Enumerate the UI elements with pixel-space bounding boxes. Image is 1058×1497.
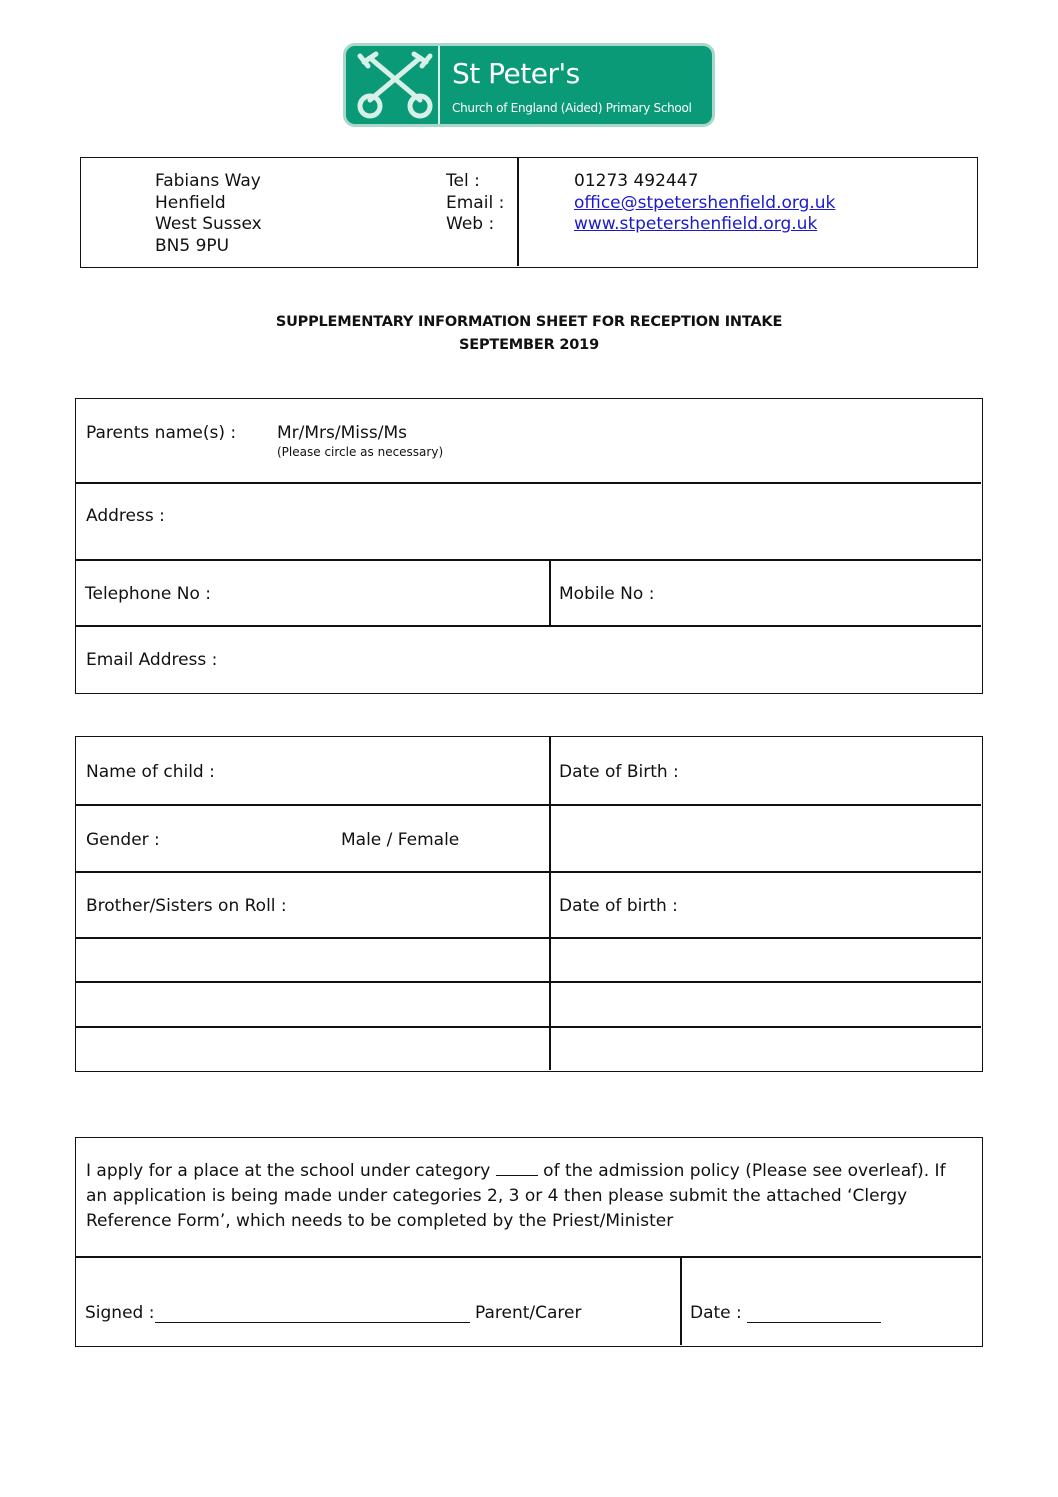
- application-table: [75, 1137, 983, 1347]
- date-label: Date :: [690, 1303, 742, 1323]
- email-link[interactable]: office@stpetershenfield.org.uk: [574, 192, 836, 213]
- child-details-table: [75, 736, 983, 1072]
- title-options[interactable]: Mr/Mrs/Miss/Ms: [277, 423, 407, 443]
- column-divider: [549, 737, 551, 1070]
- contact-box: [80, 157, 978, 268]
- school-address: [155, 171, 262, 257]
- logo-divider: [438, 46, 440, 124]
- form-title: SUPPLEMENTARY INFORMATION SHEET FOR RECEPTION INTAKE: [275, 314, 783, 330]
- application-text-before: I apply for a place at the school under category: [86, 1161, 496, 1181]
- crossed-keys-icon: [354, 50, 436, 122]
- contact-labels: [446, 171, 504, 236]
- column-divider: [549, 560, 551, 626]
- row-divider: [76, 937, 981, 939]
- application-text-after: of the admission policy (Please see overleaf). If an application is being made under categories 2, 3 or 4 then please submit the attached ‘Clergy Reference Form’, which needs to be completed by the Priest/Minister: [86, 1161, 946, 1231]
- siblings-label: Brother/Sisters on Roll :: [86, 896, 287, 916]
- application-statement: [86, 1159, 971, 1234]
- contact-divider: [517, 158, 519, 266]
- mobile-label: Mobile No :: [559, 584, 655, 604]
- category-blank[interactable]: [496, 1175, 538, 1176]
- row-divider: [76, 559, 981, 561]
- tel-value: 01273 492447: [574, 171, 699, 191]
- child-name-label: Name of child :: [86, 762, 215, 782]
- form-subtitle: SEPTEMBER 2019: [459, 337, 599, 353]
- row-divider: [76, 1026, 981, 1028]
- web-label: Web :: [446, 214, 495, 234]
- logo-school-name: St Peter's: [452, 57, 580, 90]
- address-line: Fabians Way: [155, 171, 261, 191]
- email-address-label: Email Address :: [86, 650, 218, 670]
- date-of-birth-label: Date of Birth :: [559, 762, 679, 782]
- contact-values: [574, 171, 835, 236]
- row-divider: [76, 804, 981, 806]
- row-divider: [76, 871, 981, 873]
- signed-label: Signed :: [85, 1303, 155, 1323]
- gender-label: Gender :: [86, 830, 160, 850]
- tel-label: Tel :: [446, 171, 480, 191]
- row-divider: [76, 1256, 981, 1258]
- email-label: Email :: [446, 192, 505, 213]
- column-divider: [680, 1257, 682, 1345]
- row-divider: [76, 482, 981, 484]
- parent-carer-label: Parent/Carer: [475, 1303, 582, 1323]
- row-divider: [76, 981, 981, 983]
- address-line: West Sussex: [155, 214, 262, 234]
- website-link[interactable]: www.stpetershenfield.org.uk: [574, 214, 818, 234]
- address-label: Address :: [86, 506, 165, 526]
- logo-school-subtitle: Church of England (Aided) Primary School: [452, 101, 692, 115]
- school-logo: [343, 43, 715, 127]
- date-line[interactable]: [747, 1322, 881, 1323]
- row-divider: [76, 625, 981, 627]
- parent-details-table: [75, 398, 983, 694]
- parents-name-label: Parents name(s) :: [86, 423, 237, 443]
- address-line: Henfield: [155, 192, 226, 213]
- sibling-date-of-birth-label: Date of birth :: [559, 896, 678, 916]
- signature-line[interactable]: [155, 1322, 470, 1323]
- title-hint: (Please circle as necessary): [277, 445, 444, 459]
- telephone-label: Telephone No :: [85, 584, 211, 604]
- address-line: BN5 9PU: [155, 235, 230, 256]
- gender-options[interactable]: Male / Female: [341, 830, 460, 850]
